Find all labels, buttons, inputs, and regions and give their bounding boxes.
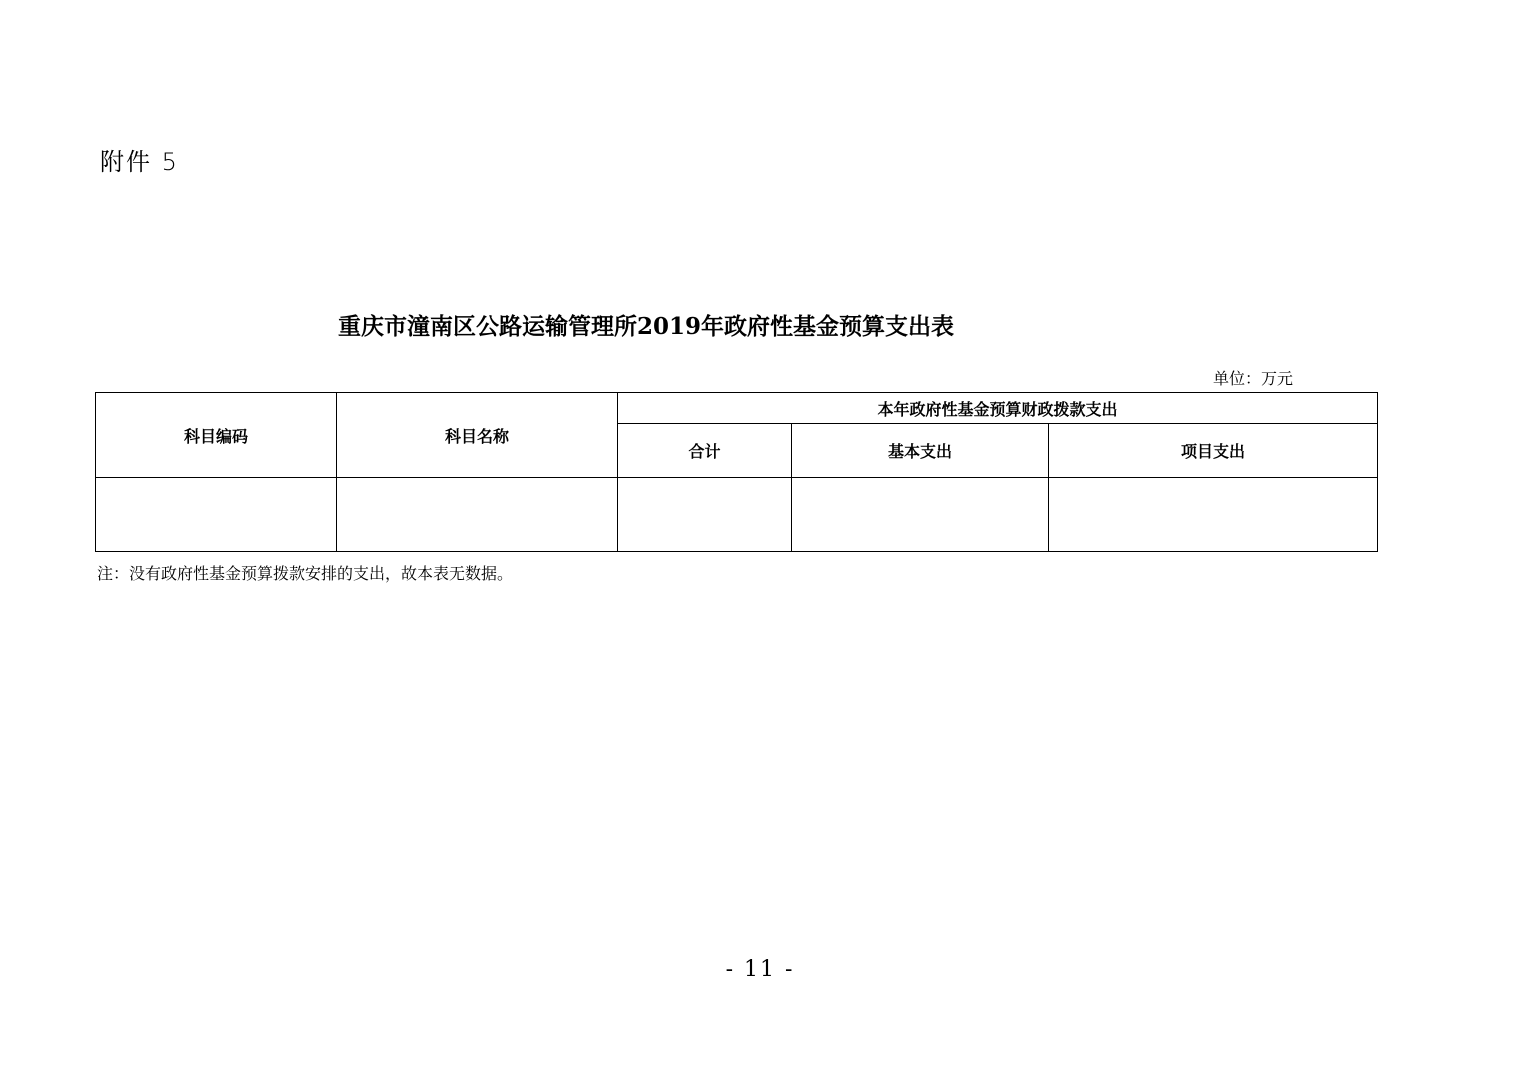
- attachment-label: 附件 5: [100, 148, 179, 176]
- table-row: [96, 478, 1378, 552]
- document-title: 重庆市潼南区公路运输管理所2019年政府性基金预算支出表: [338, 313, 955, 340]
- header-project-expenditure: 项目支出: [1049, 424, 1378, 478]
- header-total: 合计: [618, 424, 792, 478]
- header-group-expenditure: 本年政府性基金预算财政拨款支出: [618, 393, 1378, 424]
- cell-total: [618, 478, 792, 552]
- header-subject-code: 科目编码: [96, 393, 337, 478]
- page-number: - 11 -: [725, 957, 795, 982]
- cell-subject-code: [96, 478, 337, 552]
- header-basic-expenditure: 基本支出: [792, 424, 1049, 478]
- budget-table: [95, 392, 1378, 552]
- cell-subject-name: [337, 478, 618, 552]
- table-note: 注：没有政府性基金预算拨款安排的支出，故本表无数据。: [97, 564, 514, 583]
- cell-basic-expenditure: [792, 478, 1049, 552]
- cell-project-expenditure: [1049, 478, 1378, 552]
- unit-label: 单位：万元: [1213, 369, 1294, 388]
- header-subject-name: 科目名称: [337, 393, 618, 478]
- table-header-row: [96, 393, 1378, 424]
